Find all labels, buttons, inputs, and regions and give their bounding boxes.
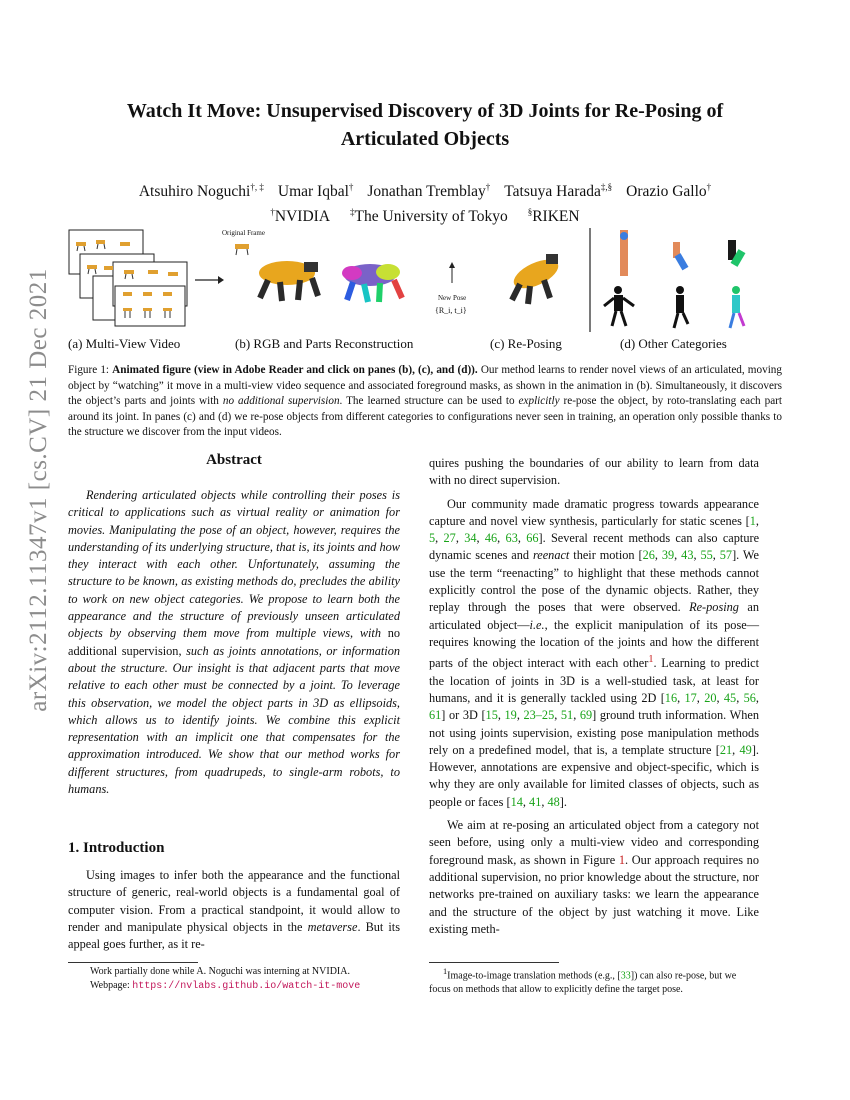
panel-label-a: (a) Multi-View Video <box>68 336 181 351</box>
caption-text-1: Our method learns to render novel views of an articulated, moving object by “watching” it move in a multi-view video sequence and associated foreground masks, as shown in the animation in (b). Simultaneously, it discovers the object’s parts and joints with <box>68 364 782 407</box>
new-pose-arrow <box>449 262 455 283</box>
author-name: Orazio Gallo† <box>626 182 712 201</box>
affiliation-list <box>80 202 770 227</box>
caption-text-3: re-pose the object, by roto-translating each part around its joint. In panes (c) and (d) we re-pose objects from different categories to configurations never seen in training, an operation only possible thanks to the structure we discover from the input videos. <box>68 395 783 438</box>
p2-text: ] or 3D [ <box>441 708 486 723</box>
citation-link[interactable]: 69 <box>579 708 593 723</box>
citation-link[interactable]: 17 <box>684 690 697 705</box>
citation-link[interactable]: 39 <box>661 548 675 563</box>
author-name: Tatsuya Harada‡,§ <box>504 182 613 201</box>
abstract-text <box>68 487 400 798</box>
webpage-label: Webpage: <box>90 980 133 991</box>
citation-link[interactable]: 21 <box>719 742 733 757</box>
arrow-to-reconstruction <box>195 276 224 284</box>
reposed-robot <box>510 254 563 304</box>
affiliation <box>528 208 580 225</box>
citation-link[interactable]: 63 <box>505 531 518 546</box>
citation-link[interactable]: 66 <box>526 531 539 546</box>
caption-prefix: Figure 1: <box>68 364 113 376</box>
intro-text <box>68 867 400 953</box>
footnote-left <box>90 965 420 994</box>
citation-link[interactable]: 49 <box>739 742 752 757</box>
caption-italic-1: no additional supervision <box>222 395 340 407</box>
author-affiliation-mark: ‡,§ <box>600 182 613 192</box>
footnote-webpage <box>90 979 420 994</box>
citation-link[interactable]: 23–25 <box>523 708 555 723</box>
abstract-part-plain: no additional supervision, <box>68 626 401 658</box>
affiliation-name: The University of Tokyo <box>354 208 508 226</box>
abstract-part-1: Rendering articulated objects while controlling their poses is critical to applications such as virtual reality or animation for movies. Manipulating the pose of an object, however, requires the understanding of its underlying structure, that is, its joints and how they interact with each other. Unfortunately, assuming the structure to be known, as existing methods do, precludes the ability to work on new object categories. We propose to learn both the appearance and the structure of previously unseen articulated objects by observing them move from multiple views, with <box>68 488 400 641</box>
p3-part-a: We aim at re-posing an articulated object from a category not seen before, using only a multi-view video and corresponding foreground mask, as shown in Figure <box>429 818 759 867</box>
figure-reference-link[interactable]: 1 <box>618 852 626 867</box>
other-categories-thumbnails <box>604 230 745 328</box>
affiliation <box>270 208 330 225</box>
abstract-part-2: such as joints annotations, or information about the structure. Our insight is that adjacent parts that move relative to each other must be connected by a joint. To leverage this observation, we model the object parts in 3D as ellipsoids, which allows us to identify joints. We combine this explicit representation with an implicit one that compensates for the approximation introduced. We show that our method works for different structures, from quadrupeds, to single-arm robots, to humans. <box>68 643 400 797</box>
figure-panels <box>68 228 783 333</box>
multi-view-video-frames <box>69 230 187 326</box>
affiliation-name: NVIDIA <box>274 208 331 226</box>
citation-link[interactable]: 27 <box>443 531 456 546</box>
abstract-heading: Abstract <box>206 452 262 468</box>
p2-text: i.e. <box>529 617 545 632</box>
p2-text: Our community made dramatic progress towards appearance capture and novel view synthesis, particularly for static scenes [ <box>429 496 759 528</box>
citation-link[interactable]: 14 <box>510 794 523 809</box>
citation-link[interactable]: 16 <box>664 690 678 705</box>
citation-link[interactable]: 56 <box>743 690 756 705</box>
parts-reconstruction-robot <box>342 264 402 302</box>
figure-caption <box>68 363 782 441</box>
footnote-rule-left <box>68 962 198 963</box>
citation-link[interactable]: 61 <box>429 708 442 723</box>
citation-link[interactable]: 34 <box>464 531 477 546</box>
p2-text: ] ground truth information. When not using joints supervision, existing pose manipulation methods rely on a predefined model, that is, a template structure [ <box>429 708 759 757</box>
p2-text: ]. We use the term “reenacting” to highlight that these methods cannot explicitly control the pose of the dynamic objects. Rather, they replay through the poses that were observed. <box>429 548 760 615</box>
arxiv-id: arXiv:2112.11347v1 [cs.CV] 21 Dec 2021 <box>25 268 52 712</box>
caption-text-2: . The learned structure can be used to <box>339 395 519 407</box>
right-paragraph-2: Our community made dramatic progress towards appearance capture and novel view synthesis, particularly for static scenes [1, 5, 27, 34, 46, 63, 66]. Several recent methods can also capture dynamic scenes and reenact their motion [26, 39, 43, 55, 57]. We use the term “reenacting” to highlight that these methods cannot explicitly control the pose of the dynamic objects. Rather, they replay through the poses that were observed. Re-posing an articulated object—i.e., the explicit manipulation of its pose—requires knowing the location of the joints and how the different parts of the object interact with each other$^1$. Learning to predict the location of joints in 3D is a well-studied task, at least for humans, and it is generally tackled using 2D [16, 17, 20, 45, 56, 61] or 3D [15, 19, 23–25, 51, 69] ground truth information. When not using joints supervision, existing pose manipulation methods rely on a predefined model, that is, a template structure [21, 49]. However, annotations are expensive and object-specific, which is why they are only available for limited classes of objects, such as people or faces [14, 41, 48]. <box>429 496 760 809</box>
title-line-1: Watch It Move: Unsupervised Discovery of 3D Joints for Re-Posing of <box>126 100 724 122</box>
right-paragraph-3 <box>429 817 759 938</box>
footnote-rule-right <box>429 962 559 963</box>
caption-bold: Animated figure (view in Adobe Reader and click on panes (b), (c), and (d)). <box>112 364 478 376</box>
affiliation-mark: ‡ <box>350 207 355 218</box>
intro-part-2: . But its appeal goes further, as it re- <box>68 919 401 952</box>
p2-text: reenact <box>532 548 570 563</box>
p3-part-b: . Our approach requires no additional supervision, no prior knowledge about the structure, nor networks pre-trained on auxiliary tasks: we learn the appearance and the structure of the object by just watching it move. Like existing meth- <box>429 852 759 936</box>
panel-label-b: (b) RGB and Parts Reconstruction <box>235 336 414 351</box>
footnote-right <box>429 965 759 997</box>
author-name: Jonathan Tremblay† <box>367 182 491 201</box>
author-affiliation-mark: †, ‡ <box>250 182 264 192</box>
author-affiliation-mark: † <box>706 182 712 192</box>
footnote-citation-link[interactable]: 33 <box>620 970 631 982</box>
caption-italic-2: explicitly <box>518 395 560 407</box>
citation-link[interactable]: 20 <box>704 690 717 705</box>
affiliation-name: RIKEN <box>532 208 580 226</box>
p2-text: . Learning to predict the location of joints in 3D is a well-studied task, at least for humans, and it is generally tackled using 2D [ <box>429 656 759 705</box>
footnote-reference-link[interactable]: 1 <box>648 654 654 666</box>
author-affiliation-mark: † <box>485 182 491 192</box>
footnote-right-text-a: Image-to-image translation methods (e.g., [ <box>447 970 621 982</box>
rgb-reconstruction-robot <box>259 261 318 301</box>
p2-text: ]. <box>559 794 567 809</box>
author-list <box>80 177 770 202</box>
intro-part-1: Using images to infer both the appearance and the functional structure of generic, real-world objects is a fundamental goal of computer vision. From a practical standpoint, it would allow to render and manipulate physical objects in the <box>68 868 400 934</box>
citation-link[interactable]: 41 <box>529 794 542 809</box>
citation-link[interactable]: 55 <box>700 548 713 563</box>
arxiv-stamp <box>24 268 54 712</box>
author-block <box>80 177 770 227</box>
p2-text: an articulated object— <box>429 600 759 632</box>
right-paragraph-1: quires pushing the boundaries of our ability to learn from data with no direct supervision. <box>429 456 759 488</box>
p2-text: ]. Several recent methods can also capture dynamic scenes and <box>429 531 760 563</box>
title-line-2: Articulated Objects <box>340 128 510 150</box>
citation-link[interactable]: 19 <box>504 708 517 723</box>
intro-italic: metaverse <box>307 919 358 934</box>
author-name: Umar Iqbal† <box>277 182 354 201</box>
original-frame-label: Original Frame <box>222 229 265 237</box>
affiliation-mark: § <box>527 207 533 218</box>
citation-link[interactable]: 57 <box>719 548 733 563</box>
footnote-mark: 1 <box>443 967 448 976</box>
p2-text: ]. However, annotations are expensive and object-specific, which is why they are only available for limited classes of objects, such as people or faces [ <box>429 742 759 809</box>
citation-link[interactable]: 26 <box>642 548 655 563</box>
author-name: Atsuhiro Noguchi†, ‡ <box>138 182 264 201</box>
original-frame-robot <box>235 244 249 255</box>
affiliation-mark: † <box>270 207 275 218</box>
webpage-url-link[interactable]: https://nvlabs.github.io/watch-it-move <box>132 981 361 992</box>
new-pose-label: New Pose <box>438 294 467 302</box>
citation-link[interactable]: 46 <box>484 531 498 546</box>
p2-text: , the explicit manipulation of its pose—requires knowing the location of the joints and how the different parts of the object interact with each other <box>429 617 759 671</box>
right-column <box>429 455 759 944</box>
panel-label-d: (d) Other Categories <box>620 336 727 351</box>
affiliation <box>350 208 508 225</box>
citation-link[interactable]: 1 <box>749 513 756 528</box>
paper-title <box>80 97 770 153</box>
citation-link[interactable]: 15 <box>485 708 498 723</box>
citation-link[interactable]: 51 <box>560 708 574 723</box>
figure-1 <box>68 228 783 353</box>
p2-text: Re-posing <box>689 600 739 615</box>
new-pose-math: {R_i, t_i} <box>435 306 467 315</box>
citation-link[interactable]: 43 <box>681 548 694 563</box>
citation-link[interactable]: 5 <box>429 531 436 546</box>
left-column <box>68 452 401 952</box>
footnote-right-text-b: ]) can also re-pose, but we focus on methods that allow to explicitly define the target pose. <box>429 970 737 996</box>
citation-link[interactable]: 45 <box>723 690 737 705</box>
citation-link[interactable]: 48 <box>547 794 560 809</box>
author-affiliation-mark: † <box>348 182 354 192</box>
footnote-left-line1: Work partially done while A. Noguchi was interning at NVIDIA. <box>90 966 350 977</box>
p2-text: their motion [ <box>569 548 643 563</box>
intro-heading: 1. Introduction <box>68 840 165 856</box>
panel-label-c: (c) Re-Posing <box>490 336 562 351</box>
